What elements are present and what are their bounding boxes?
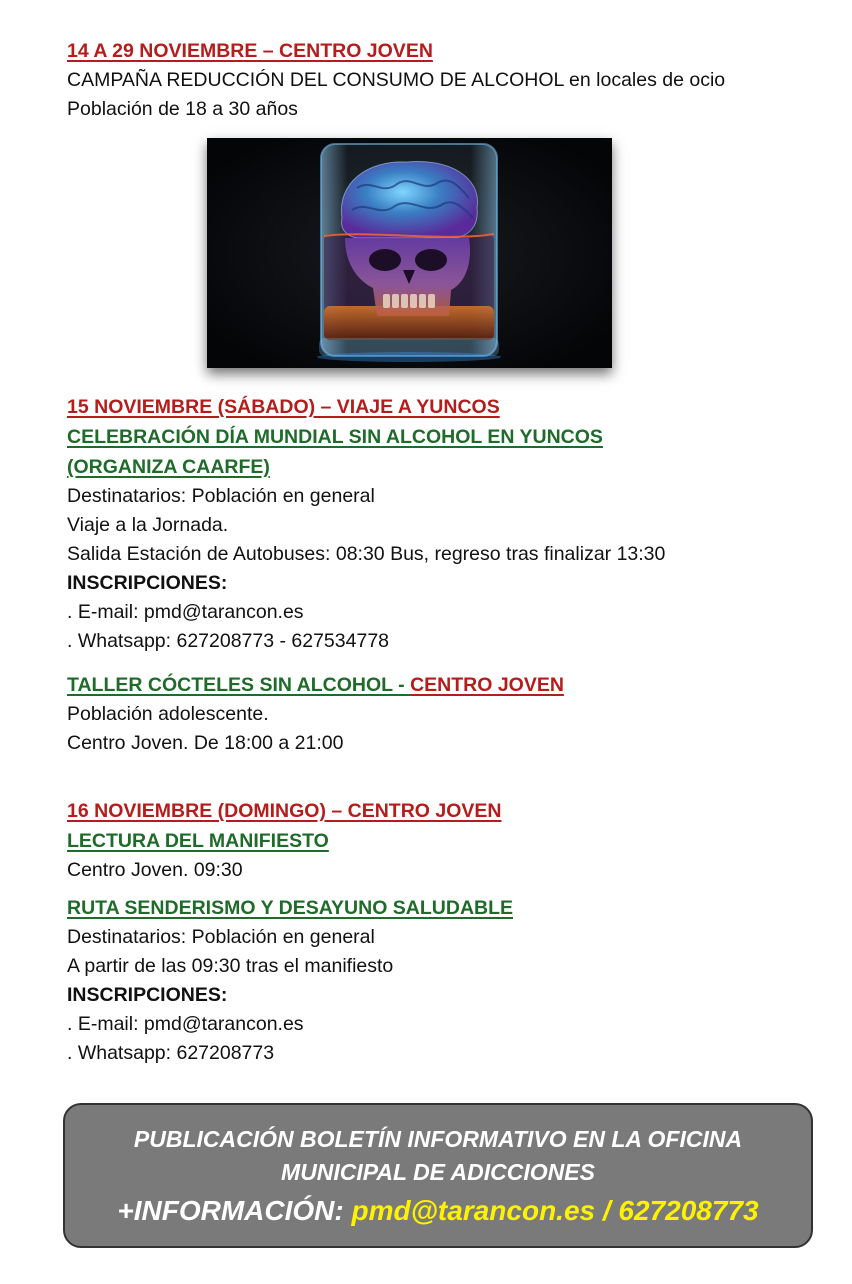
info-banner (63, 1103, 813, 1248)
section3-line-1: Población adolescente. (67, 703, 269, 725)
section4-inscripciones-label: INSCRIPCIONES: (67, 984, 228, 1006)
banner-contact-value: pmd@tarancon.es / 627208773 (351, 1195, 759, 1226)
document-page (67, 36, 827, 1068)
section1-line-2: Población de 18 a 30 años (67, 98, 298, 120)
section3-heading-red: CENTRO JOVEN (410, 674, 564, 696)
section2-line-1: Destinatarios: Población en general (67, 485, 375, 507)
section2-heading: 15 NOVIEMBRE (SÁBADO) – VIAJE A YUNCOS (67, 396, 500, 418)
banner-contact-line (65, 1191, 811, 1231)
section3-line-2: Centro Joven. De 18:00 a 21:00 (67, 732, 344, 754)
banner-info-label: +INFORMACIÓN: (117, 1195, 352, 1226)
section2-email: . E-mail: pmd@tarancon.es (67, 601, 304, 623)
banner-line-1: PUBLICACIÓN BOLETÍN INFORMATIVO EN LA OFICINA (133, 1126, 743, 1152)
section1-heading: 14 A 29 NOVIEMBRE – CENTRO JOVEN (67, 40, 433, 62)
section4-line-3: A partir de las 09:30 tras el manifiesto (67, 955, 394, 977)
section2-line-3: Salida Estación de Autobuses: 08:30 Bus, regreso tras finalizar 13:30 (67, 543, 666, 565)
section4-line-1: Centro Joven. 09:30 (67, 859, 243, 881)
section4-subheading-1: LECTURA DEL MANIFIESTO (67, 830, 329, 852)
section4-heading: 16 NOVIEMBRE (DOMINGO) – CENTRO JOVEN (67, 800, 502, 822)
banner-line-2: MUNICIPAL DE ADICCIONES (281, 1159, 595, 1185)
section3-heading-green: TALLER CÓCTELES SIN ALCOHOL - (67, 674, 411, 696)
section2-whatsapp: . Whatsapp: 627208773 - 627534778 (67, 630, 390, 652)
section3-heading (67, 670, 827, 700)
section2-subheading-2: (ORGANIZA CAARFE) (67, 456, 270, 478)
brain-skull-glass-illustration (207, 138, 612, 368)
section2-subheading-1: CELEBRACIÓN DÍA MUNDIAL SIN ALCOHOL EN YUNCOS (67, 426, 603, 448)
section4-email: . E-mail: pmd@tarancon.es (67, 1013, 304, 1035)
section1-line-1: CAMPAÑA REDUCCIÓN DEL CONSUMO DE ALCOHOL en locales de ocio (67, 69, 726, 91)
section2-line-2: Viaje a la Jornada. (67, 514, 229, 536)
brain-skull-glass-image (207, 138, 612, 368)
section4-whatsapp: . Whatsapp: 627208773 (67, 1042, 275, 1064)
section4-line-2: Destinatarios: Población en general (67, 926, 375, 948)
section4-subheading-2: RUTA SENDERISMO Y DESAYUNO SALUDABLE (67, 897, 514, 919)
section2-inscripciones-label: INSCRIPCIONES: (67, 572, 228, 594)
